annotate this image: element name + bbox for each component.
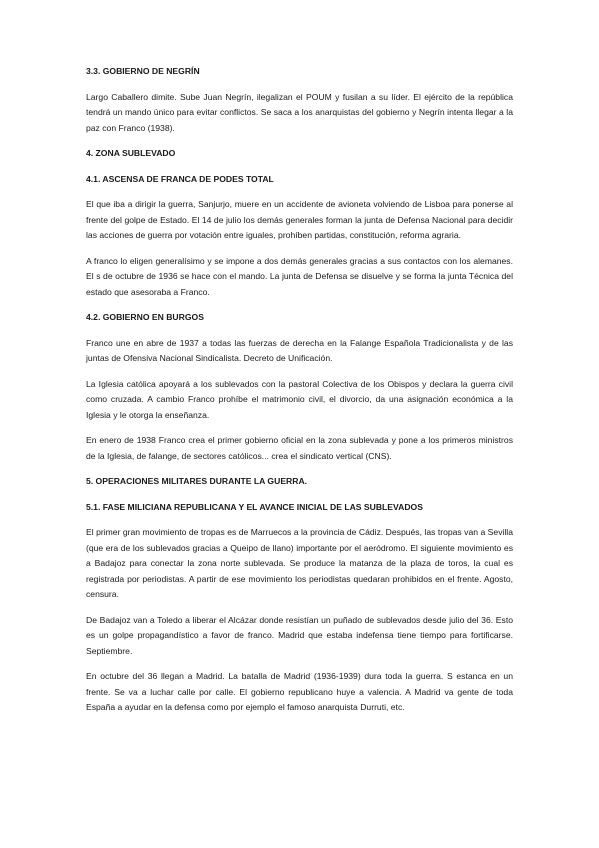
section-heading-4-2: 4.2. GOBIERNO EN BURGOS	[86, 312, 204, 322]
section-heading-3-3: 3.3. GOBIERNO DE NEGRÍN	[86, 66, 200, 76]
section-heading-4: 4. ZONA SUBLEVADO	[86, 148, 176, 158]
paragraph: El primer gran movimiento de tropas es de Marruecos a la provincia de Cádiz. Después, las tropas van a Sevilla (que era de los sublevados gracias a Queipo de llano) importante por el aeródromo. El siguiente movimiento es a Badajoz para conectar la zona norte sublevada. Se produce la matanza de la plaza de toros, la cual es registrada por periodistas. A partir de ese movimiento los periodistas quedaran prohibidos en el frente. Agosto, censura.	[86, 527, 513, 599]
section-heading-5-1: 5.1. FASE MILICIANA REPUBLICANA Y EL AVANCE INICIAL DE LAS SUBLEVADOS	[86, 501, 423, 512]
paragraph: El que iba a dirigir la guerra, Sanjurjo, muere en un accidente de avioneta volviendo de Lisboa para ponerse al frente del golpe de Estado. El 14 de julio los demás generales forman la junta de Defensa Nacional para decidir las acciones de guerra por votación entre iguales, prohíben partidas, constitución, reforma agraria.	[86, 199, 513, 240]
paragraph: De Badajoz van a Toledo a liberar el Alcázar donde resistían un puñado de sublevados desde julio del 36. Esto es un golpe propagandístico a favor de franco. Madrid que estaba indefensa tiene tiempo para fortificarse. Septiembre.	[86, 614, 513, 656]
paragraph: Largo Caballero dimite. Sube Juan Negrín, ilegalizan el POUM y fusilan a su líder. El ejército de la república tendrá un mando único para evitar conflictos. Se saca a los anarquistas del gobierno y Negrín intenta llegar a la paz con Franco (1938).	[86, 91, 513, 133]
section-heading-4-1: 4.1. ASCENSA DE FRANCA DE PODES TOTAL	[86, 173, 274, 184]
paragraph: La Iglesia católica apoyará a los sublevados con la pastoral Colectiva de los Obispos y declara la guerra civil como cruzada. A cambio Franco prohíbe el matrimonio civil, el divorcio, da una asignación económica a la Iglesia y le otorga la enseñanza.	[86, 378, 513, 420]
section-heading-5: 5. OPERACIONES MILITARES DURANTE LA GUERRA.	[86, 476, 308, 486]
paragraph: En octubre del 36 llegan a Madrid. La batalla de Madrid (1936-1939) dura toda la guerra. S estanca en un frente. Se va a luchar calle por calle. El gobierno republicano huye a valencia. A Madrid va gente de toda España a ayudar en la defensa como por ejemplo el famoso anarquista Durruti, etc.	[86, 671, 513, 712]
paragraph: Franco une en abre de 1937 a todas las fuerzas de derecha en la Falange Española Tradicionalista y de las juntas de Ofensiva Nacional Sindicalista. Decreto de Unificación.	[86, 337, 513, 363]
paragraph: A franco lo eligen generalísimo y se impone a dos demás generales gracias a sus contactos con los alemanes. El s de octubre de 1936 se hace con el mando. La junta de Defensa se disuelve y se forma la junta Técnica del estado que asesoraba a Franco.	[86, 255, 513, 297]
paragraph: En enero de 1938 Franco crea el primer gobierno oficial en la zona sublevada y pone a los primeros ministros de la Iglesia, de falange, de sectores católicos... crea el sindicato vertical (CNS).	[86, 435, 513, 461]
